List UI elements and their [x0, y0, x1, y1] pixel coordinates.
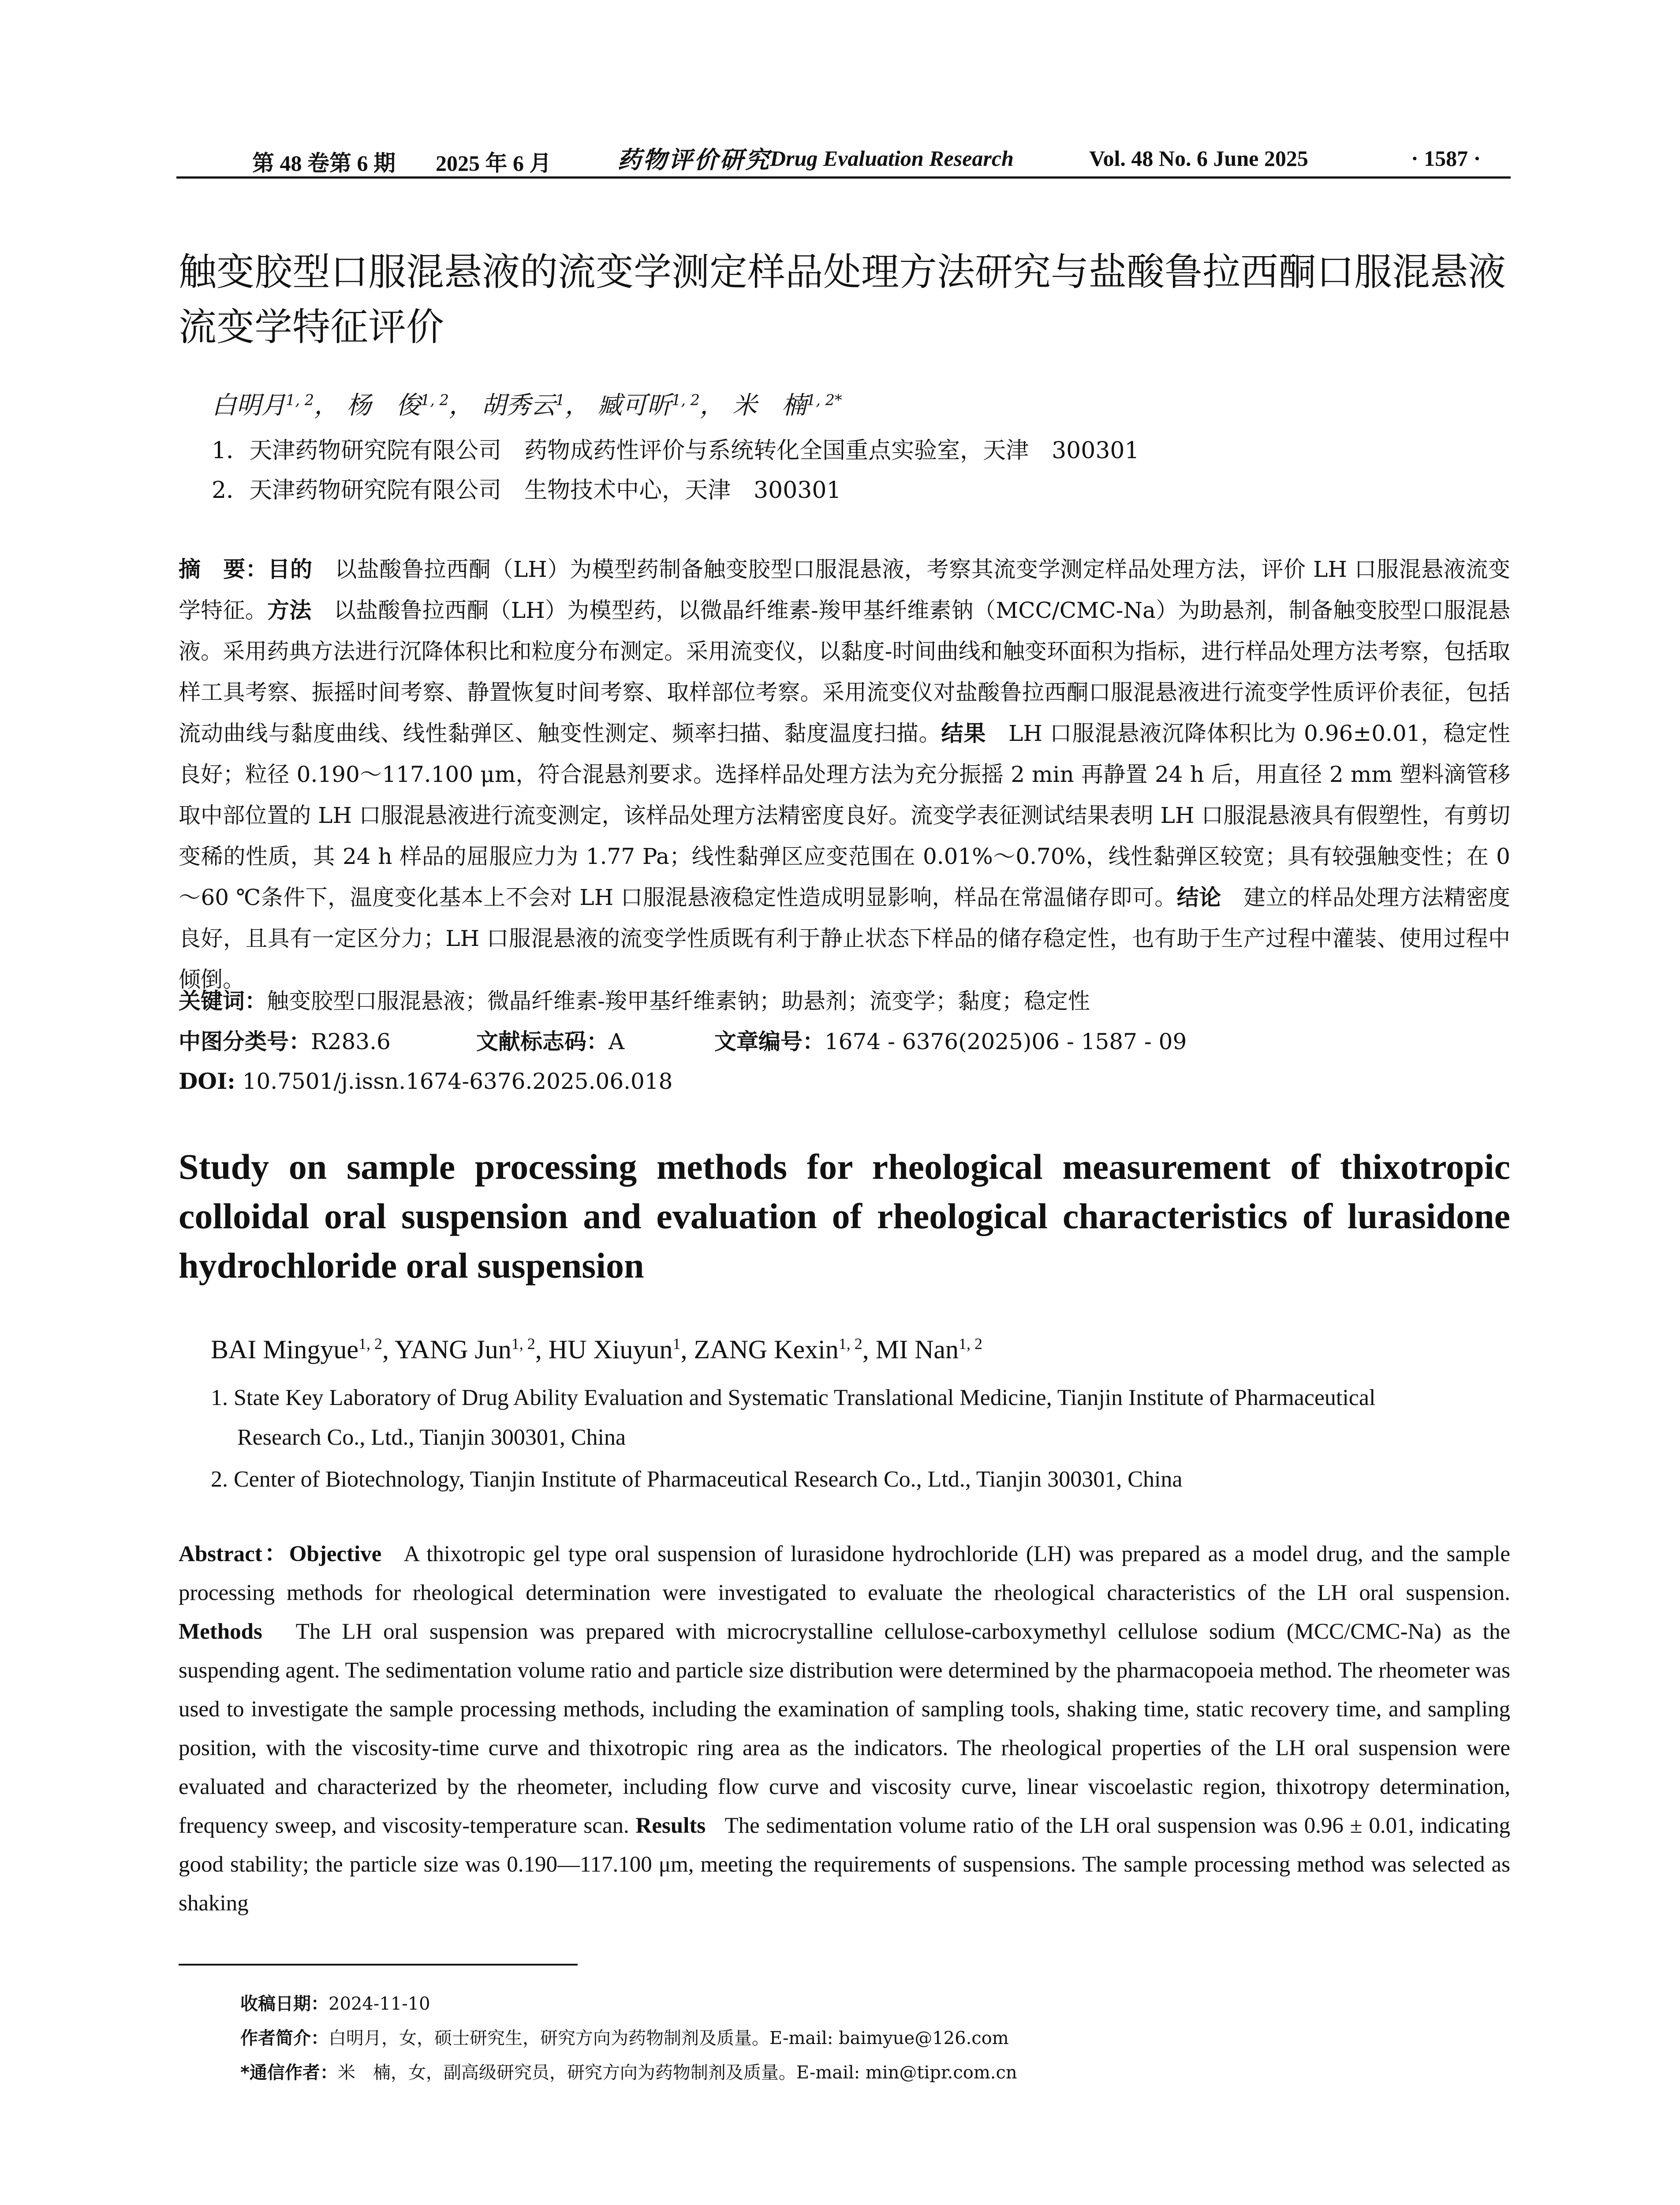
author-sup: 1, 2* — [806, 391, 842, 409]
methods-label-en: Methods — [179, 1619, 262, 1644]
author-bio-label: 作者简介： — [240, 2028, 329, 2048]
affiliation-en-2: 2. Center of Biotechnology, Tianjin Institute of Pharmaceutical Research Co., Ltd., Tianjin 300301, China — [211, 1467, 1183, 1492]
footnote-corresponding — [240, 2056, 1510, 2090]
author-sup: 1, 2 — [420, 391, 449, 409]
corresponding-label: *通信作者： — [240, 2063, 338, 2083]
classification-line — [179, 1024, 1510, 1059]
abstract-label-en: Abstract： — [179, 1542, 289, 1566]
received-date: 2024-11-10 — [329, 1994, 430, 2014]
author-sup: 1 — [555, 391, 565, 409]
conclusion-label-cn: 结论 — [1176, 885, 1221, 910]
footnote-rule — [179, 1964, 578, 1966]
doc-code-value: A — [609, 1029, 625, 1054]
author-sup: 1, 2 — [358, 1335, 382, 1353]
objective-label-en: Objective — [289, 1542, 382, 1566]
article-no-value: 1674 - 6376(2025)06 - 1587 - 09 — [825, 1029, 1187, 1054]
keywords-cn — [179, 983, 1510, 1019]
running-header — [176, 140, 1511, 176]
author-sup: 1, 2 — [838, 1335, 862, 1353]
author-cn: 米 楠 — [732, 391, 806, 420]
conclusion-text-cn: 建立的样品处理方法精密度良好，且具有一定区分力；LH 口服混悬液的流变学性质既有利于静止状态下样品的储存稳定性，也有助于生产过程中灌装、使用过程中倾倒。 — [179, 885, 1511, 992]
doi-line — [179, 1064, 1510, 1099]
affiliation-cn-1: 1．天津药物研究院有限公司 药物成药性评价与系统转化全国重点实验室，天津 300301 — [212, 437, 1139, 464]
results-label-cn: 结果 — [941, 721, 986, 746]
affiliation-en-1 — [211, 1378, 1512, 1458]
author-sup: 1, 2 — [959, 1335, 983, 1353]
objective-text-cn: 以盐酸鲁拉西酮（LH）为模型药制备触变胶型口服混悬液，考察其流变学测定样品处理方法，评价 LH 口服混悬液流变学特征。 — [179, 557, 1511, 623]
author-cn: 臧可昕 — [597, 391, 672, 420]
methods-text-cn: 以盐酸鲁拉西酮（LH）为模型药，以微晶纤维素-羧甲基纤维素钠（MCC/CMC-Na）为助悬剂，制备触变胶型口服混悬液。采用药典方法进行沉降体积比和粒度分布测定。采用流变仪，以黏度-时间曲线和触变环面积为指标，进行样品处理方法考察，包括取样工具考察、振摇时间考察、静置恢复时间考察、取样部位考察。采用流变仪对盐酸鲁拉西酮口服混悬液进行流变学性质评价表征，包括流动曲线与黏度曲线、线性黏弹区、触变性测定、频率扫描、黏度温度扫描。 — [179, 598, 1511, 746]
methods-label-cn: 方法 — [267, 598, 312, 623]
footnotes — [240, 1987, 1510, 2090]
doc-code-label: 文献标志码： — [476, 1029, 609, 1054]
authors-en: BAI Mingyue$^{1, 2}$, YANG Jun$^{1, 2}$, HU Xiuyun$^1$, ZANG Kexin$^{1, 2}$, MI Nan$^{1, 2}$ — [211, 1335, 983, 1364]
volume-issue-cn: 第 48 卷第 6 期 — [252, 151, 396, 176]
doi-value[interactable]: 10.7501/j.issn.1674-6376.2025.06.018 — [242, 1069, 673, 1094]
received-label: 收稿日期： — [240, 1994, 329, 2014]
issue-date-cn: 2025 年 6 月 — [436, 151, 552, 176]
doi-label: DOI: — [179, 1068, 235, 1094]
abstract-label-cn: 摘 要： — [179, 557, 268, 582]
objective-text-en: A thixotropic gel type oral suspension of lurasidone hydrochloride (LH) was prepared as a model drug, and the sample processing methods for rheological determination were investigated to evaluate the rheological characteristics of the LH oral suspension. — [179, 1542, 1511, 1605]
clc-label: 中图分类号： — [179, 1029, 311, 1054]
author-bio: 白明月，女，硕士研究生，研究方向为药物制剂及质量。E-mail: baimyue@126.com — [329, 2028, 1009, 2048]
page-number: · 1587 · — [1411, 146, 1481, 171]
keywords-label: 关键词： — [179, 988, 267, 1014]
title-en: Study on sample processing methods for rheological measurement of thixotropic colloidal oral suspension and evaluation of rheological characteristics of lurasidone hydrochloride oral suspension — [179, 1147, 1510, 1286]
journal-name-en: Drug Evaluation Research — [770, 146, 1014, 171]
author-en: BAI Mingyue — [211, 1335, 358, 1364]
objective-label-cn: 目的 — [268, 557, 313, 582]
author-sup: 1, 2 — [286, 391, 314, 409]
affiliation-cn-2: 2．天津药物研究院有限公司 生物技术中心，天津 300301 — [212, 477, 841, 504]
journal-logo: 药物评价研究 — [617, 146, 771, 174]
author-en: HU Xiuyun — [548, 1335, 673, 1364]
author-en: ZANG Kexin — [694, 1335, 839, 1364]
volume-issue-en: Vol. 48 No. 6 June 2025 — [1089, 146, 1308, 171]
affiliation-en-1-line2: Research Co., Ltd., Tianjin 300301, China — [237, 1425, 626, 1450]
results-text-cn: LH 口服混悬液沉降体积比为 0.96±0.01，稳定性良好；粒径 0.190～117.100 μm，符合混悬剂要求。选择样品处理方法为充分振摇 2 min 再静置 24 h 后，用直径 2 mm 塑料滴管移取中部位置的 LH 口服混悬液进行流变测定，该样品处理方法精密度良好。流变学表征测试结果表明 LH 口服混悬液具有假塑性，有剪切变稀的性质，其 24 h 样品的屈服应力为 1.77 Pa；线性黏弹区应变范围在 0.01%～0.70%，线性黏弹区较宽；具有较强触变性；在 0～60 ℃条件下，温度变化基本上不会对 LH 口服混悬液稳定性造成明显影响，样品在常温储存即可。 — [179, 721, 1511, 910]
abstract-en — [179, 1535, 1510, 1923]
author-sup: 1, 2 — [671, 391, 700, 409]
clc-value: R283.6 — [311, 1029, 391, 1054]
title-cn: 触变胶型口服混悬液的流变学测定样品处理方法研究与盐酸鲁拉西酮口服混悬液流变学特征评价 — [179, 250, 1506, 349]
author-en: MI Nan — [875, 1335, 959, 1364]
author-cn: 胡秀云 — [481, 391, 556, 420]
header-rule — [176, 176, 1511, 179]
abstract-cn — [179, 549, 1510, 1000]
article-no-label: 文章编号： — [714, 1029, 825, 1054]
author-sup: 1 — [672, 1335, 681, 1353]
results-text-en: The sedimentation volume ratio of the LH oral suspension was 0.96 ± 0.01, indicating good stability; the particle size was 0.190—117.100 μm, meeting the requirements of suspensions. The sample processing method was selected as shaking — [179, 1813, 1510, 1916]
affiliation-en-1-line1: 1. State Key Laboratory of Drug Ability Evaluation and Systematic Translational Medicine, Tianjin Institute of Pharmaceutical — [211, 1385, 1376, 1410]
footnote-author — [240, 2021, 1510, 2056]
author-sup: 1, 2 — [511, 1335, 535, 1353]
footnote-received — [240, 1987, 1510, 2021]
author-cn: 杨 俊 — [346, 391, 421, 420]
results-label-en: Results — [635, 1813, 706, 1838]
methods-text-en: The LH oral suspension was prepared with microcrystalline cellulose-carboxymethyl cellulose sodium (MCC/CMC-Na) as the suspending agent. The sedimentation volume ratio and particle size distribution were determined by the pharmacopoeia method. The rheometer was used to investigate the sample processing methods, including the examination of sampling tools, shaking time, static recovery time, and sampling position, with the viscosity-time curve and thixotropic ring area as the indicators. The rheological properties of the LH oral suspension were evaluated and characterized by the rheometer, including flow curve and viscosity curve, linear viscoelastic region, thixotropy determination, frequency sweep, and viscosity-temperature scan. — [179, 1619, 1510, 1838]
author-cn: 白明月 — [212, 391, 286, 420]
corresponding-bio: 米 楠，女，副高级研究员，研究方向为药物制剂及质量。E-mail: min@tipr.com.cn — [337, 2063, 1017, 2083]
author-en: YANG Jun — [394, 1335, 511, 1364]
authors-cn: 白明月$^{1, 2}$， 杨 俊$^{1, 2}$， 胡秀云$^1$， 臧可昕$^{1, 2}$， 米 楠$^{1, 2*}$ — [212, 391, 842, 420]
keywords-text: 触变胶型口服混悬液；微晶纤维素-羧甲基纤维素钠；助悬剂；流变学；黏度；稳定性 — [267, 988, 1090, 1014]
